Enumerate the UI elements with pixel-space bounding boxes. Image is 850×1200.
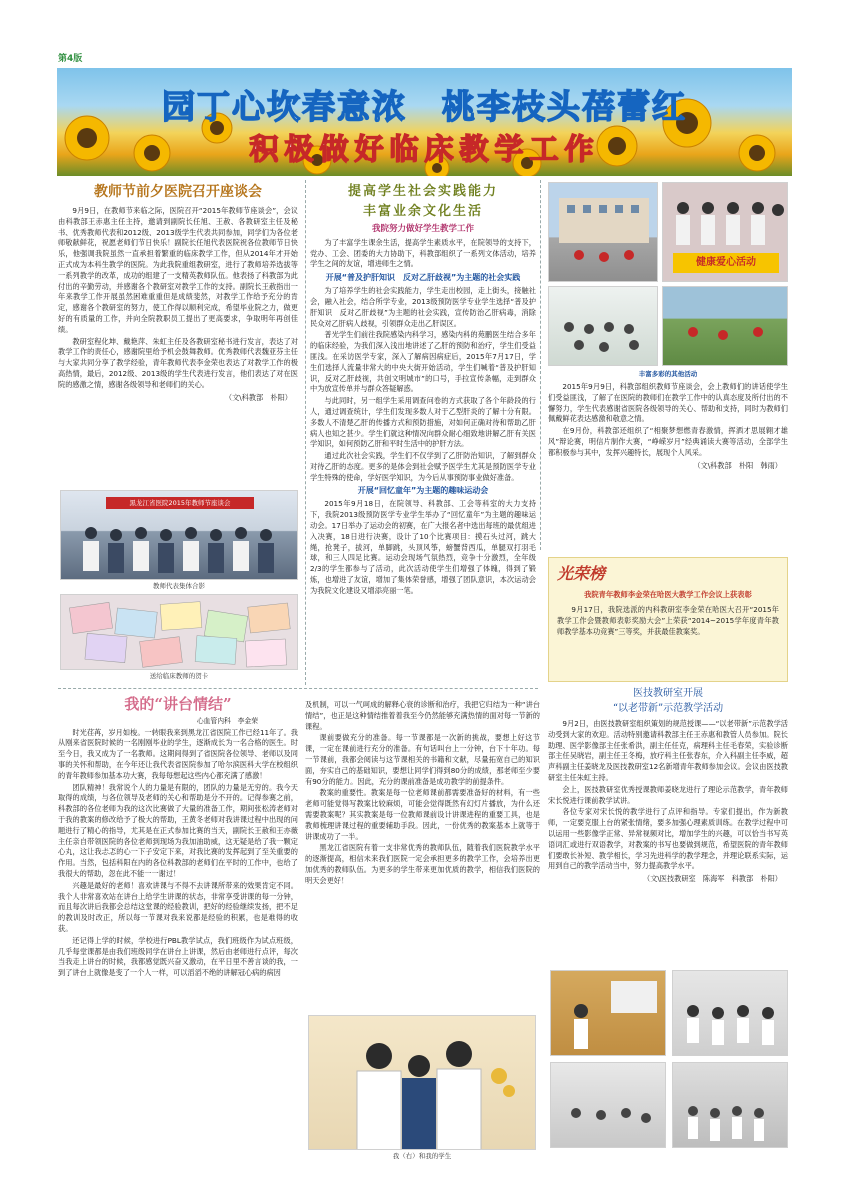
cards-pile-icon (61, 595, 298, 670)
article-podium-essay-continued (305, 700, 540, 888)
banner-title-line1: 园丁心坎春意浓 桃李枝头蓓蕾红 (162, 87, 687, 126)
paragraph: 黑龙江省医院有着一支非常优秀的教师队伍，随着我们医院教学水平的逐渐提高，相信未来我们医院一定会承担更多的教学工作，会培养出更加优秀的教师队伍。为更多的学生带来更加优质的教学，相信我们医院的明天会更好！ (305, 843, 540, 885)
doctors-silhouettes-icon (309, 1016, 536, 1150)
honor-roll-title: 光荣榜 (557, 564, 606, 583)
article-subtitle: 我院努力做好学生教学工作 (371, 224, 474, 234)
honor-roll-box (548, 557, 788, 682)
teachers-group-photo (60, 490, 298, 580)
paragraph: 普光学生们前往我院感染内科学习，感染内科的苑鹏医生结合多年的临床经验，为我们深入浅出地讲述了乙肝的预防和治疗，学生们受益匪浅。在采访医学专家，深入了解病因病症后，2015年7月17日，学生们选择人流量非常大的中央大街开始活动，学生们喊着“普及护肝知识，反对乙肝歧视，共创文明城市”的口号，手拉宣传条幅，走到群众中为放宣传单并与群众答疑解惑。 (310, 330, 536, 394)
runners-icon (663, 287, 788, 366)
photo-caption: 教师代表集体合影 (153, 582, 205, 590)
article-other-activities (548, 382, 788, 471)
paragraph: 为了丰富学生课余生活，提高学生素质水平，在院领导的支持下，党办、工会、团委的大力协助下，科教部组织了一系列文体活动，培养学生之间的友谊，增进师生之情。 (310, 237, 536, 269)
column-divider (305, 180, 306, 685)
lecture-photo (550, 970, 666, 1056)
lecture-room-photo (548, 286, 658, 366)
classroom-photo (550, 1062, 666, 1148)
sports-day-photo (662, 286, 788, 366)
banner-title-line2: 积极做好临床教学工作 (249, 132, 600, 166)
byline: （文\科教部 朴阳 韩雨） (693, 460, 782, 470)
article-mentoring-teaching (548, 686, 788, 885)
people-silhouettes-icon (61, 491, 298, 580)
seminar-photo (672, 1062, 788, 1148)
audience-icon (673, 971, 788, 1056)
paragraph: 还记得上学的时候，学校进行PBL教学试点，我们班级作为试点班级，几乎每堂课都是由我们班级同学在讲台上讲课，然后由老师进行点评，每次当我走上讲台的时候，我都感觉既兴奋又激动，在平日里不善言谈的我，一到了讲台上就像是变了一个人一样，可以滔滔不绝的讲解冠心病的病因 (58, 935, 298, 978)
article-title-line1: 医技教研室开展 (633, 688, 703, 699)
paragraph: 9月17日，我院选派的内科教研室李金荣在哈医大召开“2015年教学工作会暨教师表彰奖励大会”上荣获“2014~2015学年度青年教师教学基本功竞赛”三等奖，并获最佳教案奖。 (557, 604, 779, 636)
byline: （文\科教部 朴阳） (224, 392, 292, 402)
meeting-photo (672, 970, 788, 1056)
photo-caption: 丰富多彩的其他活动 (638, 370, 698, 378)
paragraph: 2015年9月9日，科教部组织教师节座谈会，会上教师们的讲话使学生们受益匪浅，了解了在医院的教师们在教学工作中的认真态度及所付出的不懈努力，学生代表感谢省医院各级领导的关心、帮助和支持，同时为教师们佩戴鲜花表达感激和敬意之情。 (548, 382, 788, 424)
article-teachers-day-forum (58, 182, 298, 403)
paragraph: 与此同时，另一组学生采用调查问卷的方式获取了各个年龄段的行人，通过调查统计，学生们发现多数人对于乙型肝炎的了解十分有限。多数人不清楚乙肝的传播方式和预防措施，对如何正确对待和帮助乙肝病人也知之甚少。学生们就这种情况向群众耐心细致地讲解乙肝有关医学知识，如何预防乙肝和平时生活中的护肝方法。 (310, 396, 536, 449)
paragraph: 时光荏苒，岁月如梭。一转眼我来到黑龙江省医院工作已经11年了。我从刚来省医院时候的一名刚刚毕业的学生，逐渐成长为一名合格的医生。时至今日，我又成为了一名教师。这期间得到了省医院各位领导、老师以及同事的关怀和帮助，在今年还让我代表省医院参加了哈尔滨医科大学在校组织的青年教师参加基本功大赛，我每每想起这些内心都充满了感激！ (58, 727, 298, 780)
paragraph: 9月9日，在教师节来临之际，医院召开“2015年教师节座谈会”，会议由科教部王赤惠主任主持，邀请到副院长任旭、王赦、各教研室主任及秘书、优秀教师代表和2012级、2013级学生代表共同参加，同学们为各位老师敬献鲜花，祝愿老师们节日快乐！副院长任旭代表医院祝各位教师节日快乐，他强调我院虽然一直承担着繁重的临床教学工作，但从2014年才开始正式成为本科生教学的医院。为此我院重组教研室，进行了教师培养选拔等一系列教学的改革，成功的组建了一支精英教师队伍。他表扬了科教部为此付出的辛勤劳动，并感谢各个教研室对教学工作的支持。副院长王赦指出一年来教学工作开展虽然困难重重但是成绩斐然，对教学工作给予充分的肯定，感谢各个教研室的努力，使工作得以顺利完成，希望毕业院之力，做更好的有质量的工作，并向全院教职员工提出了更高要求，争取明年再创佳绩。 (58, 206, 298, 334)
author-line: 心血管内科 李金荣 (196, 716, 258, 725)
article-title: 我的“讲台情结” (124, 695, 232, 713)
greeting-cards-photo (60, 594, 298, 670)
paragraph: 教案的重要性。教案是每一位老师课前都需要准备好的材料，有一些老师可能觉得写教案比较麻烦，可能会觉得既然有幻灯片播放，为什么还需要教案呢？其实教案是每一位教师课前设计讲课进程的重要工具，也是教师梳理讲课过程的重要辅助手段。因此，一份优秀的教案基本上就等于讲课成功了一半。 (305, 788, 540, 841)
street-activity-photo (548, 182, 658, 282)
photo-caption: 我（右）和我的学生 (392, 1152, 452, 1160)
article-title-line1: 提高学生社会实践能力 (347, 184, 498, 199)
paragraph: 通过此次社会实践，学生们不仅学到了乙肝防治知识，了解到群众对待乙肝的态度。更多的是体会到社会赋予医学生尤其是预防医学专业学生特殊的使命，学好医学知识，为今后从事预防事业做好准备。 (310, 451, 536, 482)
byline: （文\医技教研室 陈海军 科教部 朴阳） (643, 874, 782, 884)
audience-icon (549, 287, 658, 366)
article-title-line2: “以老带新”示范教学活动 (612, 703, 724, 714)
activities-photo-collage (548, 182, 788, 367)
paragraph: 为了培养学生的社会实践能力，学生走出校园，走上街头，接触社会，融入社会，结合所学专业，2013级预防医学专业学生选择“普及护肝知识 反对乙肝歧视”为主题的社会实践，宣传防治乙肝病毒，消除民众对乙肝病人歧视，引领群众走出乙肝误区。 (310, 286, 536, 328)
mentoring-photo-collage (550, 970, 788, 1150)
page-number-label: 第4版 (58, 54, 83, 64)
article-student-practice (310, 182, 536, 598)
paragraph: 在9月份，科教部还组织了“相聚梦想燃青春激情，挥洒才思展翱才雄风”辩论赛，明信片制作大赛，“峥嵘岁月”经典诵读大赛等活动，全部学生都积极参与其中，发挥兴趣特长，展现个人风采。 (548, 426, 788, 457)
building-icon (549, 183, 658, 282)
photo-caption: 送给临床教师的贺卡 (149, 672, 209, 680)
photo-banner: 黑龙江省医院2015年教师节座谈会 (106, 497, 254, 509)
header-banner (57, 68, 792, 176)
honor-roll-subtitle: 我院青年教师李金荣在哈医大教学工作会议上获表彰 (584, 590, 752, 599)
audience-icon (551, 1063, 666, 1148)
photo-banner: 健康爱心活动 (673, 253, 779, 273)
presenter-icon (551, 971, 666, 1056)
volunteer-group-photo (662, 182, 788, 282)
section-heading: 开展“普及护肝知识 反对乙肝歧视”为主题的社会实践 (325, 273, 521, 283)
paragraph: 兴趣是最好的老师！喜欢讲课与不得不去讲课所带来的效果肯定不同。我个人非常喜欢站在讲台上给学生讲课的状态，非常享受讲课的每一分钟，而且每次讲后我都会总结这堂课的经验教训，把好的经验继续发扬，把不足的教训及时改正，所以每一节课对我来说都是经验的积累，也是难得的收获。 (58, 880, 298, 934)
paragraph: 课前要做充分的准备。每一节课都是一次新的挑战，要想上好这节课，一定在课前进行充分的准备。有句话叫台上一分钟，台下十年功。每一节课前，我都会阅读与这节课相关的书籍和文献，尽量拓宽自己的知识面，夯实自己的基础知识，要想让同学们得到80分的成绩，那老师至少要有90分的能力。因此，充分的课前准备是成功教学的前提条件。 (305, 733, 540, 786)
paragraph: 各位专家对宋长悦的教学进行了点评和指导。专家们提出，作为新教师，一定要克服上台的紧张情绪，要多加强心理素质训练。在教学过程中可以运用一些影像学正常、异常视频对比，增加学生的兴趣，可以恰当书写英语词汇或进行双语教学，对教案的书写也要做到规范，希望医院的青年教师们要敢长补短、教学相长，学习先进科学的教学理念，并理论联系实际，运用到自己的教学活动当中，努力提高教学水平。 (548, 807, 788, 871)
paragraph: 2015年9月18日，在院领导、科教部、工会等科室的大力支持下，我院2013级预防医学专业学生举办了“回忆童年”为主题的趣味运动会。17日举办了运动会的初赛，在广大报名者中选出每班的最优组进入决赛，18日进行决赛，设计了10个比赛项目：摸石头过河，跳大绳，抢凳子，拔河，单脚跳，头顶风筝，螃蟹背西瓜，单腿双打羽毛球，和三人四足比赛。运动会现场气氛热烈，竞争十分激烈，全年级2/3的学生都参与了活动，此次活动使学生们增强了体魄，得到了锻炼，也增进了友谊，增加了集体荣誉感，增强了团队意识，本次运动会为我院文化建设又增添亮丽一笔。 (310, 499, 536, 595)
article-title: 教师节前夕医院召开座谈会 (94, 184, 262, 200)
article-title-line2: 丰富业余文化生活 (362, 203, 483, 219)
paragraph: 会上，医技教研室优秀授课教师姜晓龙进行了理论示范教学，青年教师宋长悦进行课前教学试讲。 (548, 784, 788, 805)
paragraph: 及机制，可以一气呵成的解释心衰的诊断和治疗，我把它归结为一种“讲台情结”，也正是这种情结推着着我至今仍然能够充满热情的面对每一节新的课程。 (305, 700, 540, 731)
paragraph: 团队精神！我常说个人的力量是有限的，团队的力量是无穷的。我今天取得的成绩，与各位领导及老师的关心和帮助是分不开的。记得参赛之前，科教部的各位老师为我的这次比赛做了大量的准备工作，期间张松涛老师对于我的教案的修改给予了极大的帮助，王黄冬老师对我讲课过程中出现的问题进行了精心的指导，尤其是在正式参加比赛的当天，副院长王赦和王亦薇主任亲自带领医院的各位老师到现场为我加油助威，这无疑是给了我一颗定心丸，这让我忐忑的心一下子安定下来，对我比赛的发挥起到了至关重要的作用。当然，包括科阳在内的各位科教部的老师们在平时的工作中，也给了我很大的帮助，忽在此不能一一谢过！ (58, 782, 298, 879)
paragraph: 教研室程化坤、戴艳萍、朱虹主任及各教研室秘书进行发言，表达了对教学工作的责任心，感谢院里给予机会鼓舞教师。优秀教师代表魏亚芬主任与大家共同分享了教学经验，青年教师代表李金荣也表达了对教学工作的极高热情，最后，2012级、2013级的学生代表进行发言，他们表达了对在医院的感激之情，感谢各级领导和老师们的关心。 (58, 336, 298, 389)
article-podium-essay (58, 693, 298, 980)
section-heading: 开展“回忆童年”为主题的趣味运动会 (357, 486, 489, 496)
audience-icon (673, 1063, 788, 1148)
paragraph: 9月2日，由医技教研室组织策划的规范授课——“以老带新”示范教学活动受到大家的欢迎。活动特别邀请科教部主任王赤惠和教管人员参加。院长助理、医学影像部主任张希洪，副主任任克，病理科主任毛春荣，实验诊断部主任吴晓岩，副主任王冬梅，放疗科主任张春东，介入科副主任李威，超声科副主任姜晓龙及医技教研室12名新增青年教师参加会议。会议由医技教研室主任朱虹主持。 (548, 719, 788, 782)
column-divider (540, 180, 541, 550)
teacher-with-students-photo (308, 1015, 536, 1150)
section-divider (58, 688, 538, 689)
